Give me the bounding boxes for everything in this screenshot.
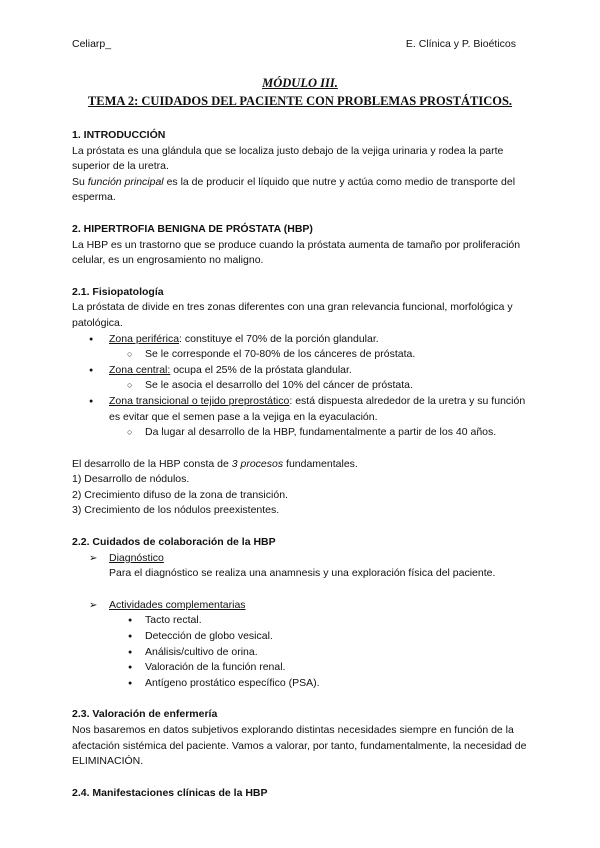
document-body [72, 128, 532, 801]
module-title: MÓDULO III. [262, 76, 338, 90]
activity-item: ● Análisis/cultivo de orina. [72, 645, 532, 661]
diagnostico-title: Diagnóstico [109, 551, 164, 564]
list-item-zone: ● Zona central: ocupa el 25% de la próstata glandular. [72, 363, 532, 379]
list-item-zone: ● Zona transicional o tejido preprostático: está dispuesta alrededor de la uretra y su función es evitar que el semen pase a la vejiga en la eyaculación. [72, 394, 532, 425]
emphasis-text: 3 procesos [231, 457, 284, 470]
paragraph: El desarrollo de la HBP consta de 3 procesos fundamentales. [72, 457, 358, 470]
numbered-item: 2) Crecimiento difuso de la zona de transición. [72, 488, 288, 501]
header-left: Celiarp_ [72, 38, 112, 50]
paragraph: La próstata de divide en tres zonas diferentes con una gran relevancia funcional, morfológica y patológica. [72, 301, 513, 329]
section-heading-hbp: 2. HIPERTROFIA BENIGNA DE PRÓSTATA (HBP) [72, 222, 313, 235]
sub-list-item: ○ Se le asocia el desarrollo del 10% del cáncer de próstata. [72, 378, 532, 394]
numbered-item: 3) Crecimiento de los nódulos preexistentes. [72, 504, 280, 517]
activity-item: ● Detección de globo vesical. [72, 629, 532, 645]
section-heading-valoracion: 2.3. Valoración de enfermería [72, 708, 218, 721]
paragraph: Nos basaremos en datos subjetivos explorando distintas necesidades siempre en función de la afectación sistémica del paciente. Vamos a valorar, por tanto, fundamentalmente, la necesidad de ELIMINACIÓN. [72, 724, 527, 768]
zone-name: Zona periférica [109, 332, 180, 345]
paragraph: Su función principal es la de producir el líquido que nutre y actúa como medio de transporte del esperma. [72, 175, 516, 204]
section-heading-cuidados: 2.2. Cuidados de colaboración de la HBP [72, 536, 276, 549]
header-right: E. Clínica y P. Bioéticos [405, 38, 516, 50]
numbered-item: 1) Desarrollo de nódulos. [72, 473, 190, 486]
section-heading-fisiopatologia: 2.1. Fisiopatología [72, 285, 164, 298]
sub-list-item: ○ Da lugar al desarrollo de la HBP, fundamentalmente a partir de los 40 años. [72, 425, 532, 441]
emphasis-text: función principal [87, 175, 164, 188]
sub-list-item: ○ Se le corresponde el 70-80% de los cánceres de próstata. [72, 347, 532, 363]
section-heading-introduccion: 1. INTRODUCCIÓN [72, 129, 166, 141]
arrow-list-item [72, 551, 532, 567]
section-heading-manifestaciones: 2.4. Manifestaciones clínicas de la HBP [72, 786, 268, 799]
arrow-list-item [72, 598, 532, 614]
title-block [0, 74, 600, 110]
paragraph: La HBP es un trastorno que se produce cuando la próstata aumenta de tamaño por proliferación celular, es un engrosamiento no maligno. [72, 238, 521, 267]
paragraph: La próstata es una glándula que se localiza justo debajo de la vejiga urinaria y rodea la parte superior de la uretra. [72, 144, 504, 173]
activity-item: ● Valoración de la función renal. [72, 660, 532, 676]
paragraph: Para el diagnóstico se realiza una anamnesis y una exploración física del paciente. [109, 567, 496, 580]
zone-name: Zona central: [109, 363, 171, 376]
topic-title: TEMA 2: CUIDADOS DEL PACIENTE CON PROBLEMAS PROSTÁTICOS. [87, 94, 513, 108]
actividades-title: Actividades complementarias [109, 598, 246, 611]
zone-name: Zona transicional o tejido preprostático [109, 394, 290, 407]
activity-item: ● Antígeno prostático específico (PSA). [72, 676, 532, 692]
activity-item: ● Tacto rectal. [72, 613, 532, 629]
list-item-zone: ● Zona periférica: constituye el 70% de la porción glandular. [72, 332, 532, 348]
